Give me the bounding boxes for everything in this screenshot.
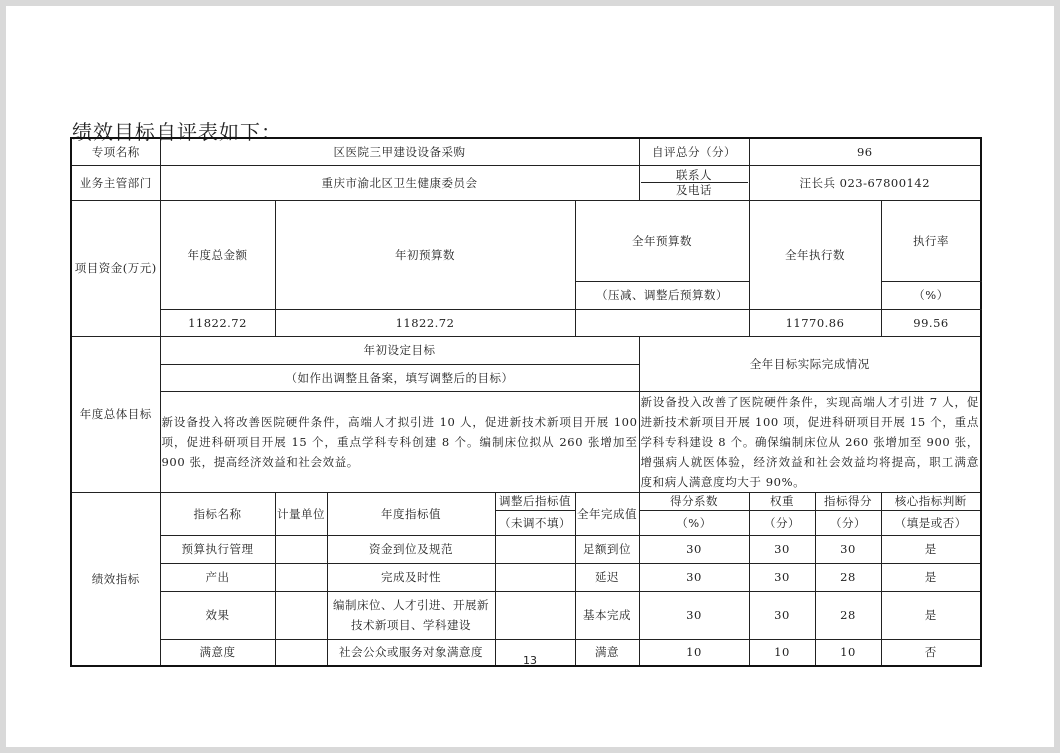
contact-label-line2: 及电话 (641, 182, 748, 197)
contact-value: 汪长兵 023-67800142 (749, 165, 981, 200)
ind-unit-header: 计量单位 (275, 492, 327, 535)
self-score-value: 96 (749, 138, 981, 165)
ind-core: 是 (881, 563, 981, 591)
ind-score-header-1: 指标得分 (815, 492, 881, 510)
ind-weight-header-1: 权重 (749, 492, 815, 510)
project-name-label: 专项名称 (71, 138, 160, 165)
ind-name: 满意度 (160, 639, 275, 666)
ind-name-header: 指标名称 (160, 492, 275, 535)
ind-adj (495, 591, 575, 639)
ind-value: 编制床位、人才引进、开展新技术新项目、学科建设 (327, 591, 495, 639)
ind-core-header-2: （填是或否） (881, 510, 981, 535)
ind-core: 是 (881, 591, 981, 639)
ind-score-header-2: （分） (815, 510, 881, 535)
ind-score: 30 (815, 535, 881, 563)
funds-rate-header-1: 执行率 (881, 200, 981, 281)
project-name-value: 区医院三甲建设设备采购 (160, 138, 639, 165)
ind-name: 预算执行管理 (160, 535, 275, 563)
funds-exec-value: 11770.86 (749, 309, 881, 336)
goals-initial-text: 新设备投入将改善医院硬件条件，高端人才拟引进 10 人，促进新技术新项目开展 100 项，促进科研项目开展 15 个，重点学科专科创建 8 个。编制床位拟从 260 张增加至 900 张，提高经济效益和社会效益。 (160, 391, 639, 492)
ind-coef-header-1: 得分系数 (639, 492, 749, 510)
ind-complete: 延迟 (575, 563, 639, 591)
ind-complete: 足额到位 (575, 535, 639, 563)
table-row (71, 563, 981, 591)
funds-label: 项目资金(万元) (71, 200, 160, 336)
funds-full-header-2: （压减、调整后预算数） (575, 281, 749, 309)
page-heading: 绩效目标自评表如下： (72, 120, 282, 144)
goals-initial-note: （如作出调整且备案，填写调整后的目标） (160, 364, 639, 391)
ind-complete: 满意 (575, 639, 639, 666)
goals-initial-title: 年初设定目标 (160, 336, 639, 364)
ind-adj-header-1: 调整后指标值 (495, 492, 575, 510)
ind-value: 完成及时性 (327, 563, 495, 591)
ind-name: 效果 (160, 591, 275, 639)
ind-complete: 基本完成 (575, 591, 639, 639)
funds-full-header-1: 全年预算数 (575, 200, 749, 281)
indicators-label: 绩效指标 (71, 492, 160, 666)
funds-rate-header-2: （%） (881, 281, 981, 309)
ind-adj (495, 535, 575, 563)
department-value: 重庆市渝北区卫生健康委员会 (160, 165, 639, 200)
contact-label-line1: 联系人 (676, 168, 712, 182)
ind-core: 否 (881, 639, 981, 666)
ind-score: 28 (815, 563, 881, 591)
page-number: 13 (523, 654, 537, 667)
ind-score: 28 (815, 591, 881, 639)
goals-label: 年度总体目标 (71, 336, 160, 492)
performance-table (70, 137, 982, 667)
ind-adj (495, 563, 575, 591)
ind-name: 产出 (160, 563, 275, 591)
contact-label (639, 165, 749, 200)
ind-unit (275, 563, 327, 591)
table-row (71, 591, 981, 639)
ind-coef: 30 (639, 563, 749, 591)
ind-coef: 30 (639, 535, 749, 563)
ind-unit (275, 591, 327, 639)
ind-weight-header-2: （分） (749, 510, 815, 535)
ind-weight: 30 (749, 535, 815, 563)
table-row (71, 535, 981, 563)
funds-total-value: 11822.72 (160, 309, 275, 336)
ind-score: 10 (815, 639, 881, 666)
funds-initial-value: 11822.72 (275, 309, 575, 336)
funds-total-header: 年度总金额 (160, 200, 275, 309)
goals-actual-title: 全年目标实际完成情况 (639, 336, 981, 391)
funds-exec-header: 全年执行数 (749, 200, 881, 309)
ind-coef: 10 (639, 639, 749, 666)
ind-value-header: 年度指标值 (327, 492, 495, 535)
ind-adj-header-2: （未调不填） (495, 510, 575, 535)
goals-actual-text: 新设备投入改善了医院硬件条件，实现高端人才引进 7 人，促进新技术新项目开展 100 项，促进科研项目开展 15 个，重点学科专科建设 8 个。确保编制床位从 260 张增加至 900 张，增强病人就医体验，经济效益和社会效益均将提高，职工满意度和病人满意度均大于 90%。 (639, 391, 981, 492)
ind-value: 资金到位及规范 (327, 535, 495, 563)
ind-core-header-1: 核心指标判断 (881, 492, 981, 510)
ind-weight: 30 (749, 563, 815, 591)
self-score-label: 自评总分（分） (639, 138, 749, 165)
ind-coef: 30 (639, 591, 749, 639)
ind-coef-header-2: （%） (639, 510, 749, 535)
department-label: 业务主管部门 (71, 165, 160, 200)
ind-core: 是 (881, 535, 981, 563)
funds-rate-value: 99.56 (881, 309, 981, 336)
funds-full-value (575, 309, 749, 336)
ind-weight: 30 (749, 591, 815, 639)
ind-value: 社会公众或服务对象满意度 (327, 639, 495, 666)
ind-unit (275, 535, 327, 563)
funds-initial-header: 年初预算数 (275, 200, 575, 309)
ind-complete-header: 全年完成值 (575, 492, 639, 535)
ind-weight: 10 (749, 639, 815, 666)
